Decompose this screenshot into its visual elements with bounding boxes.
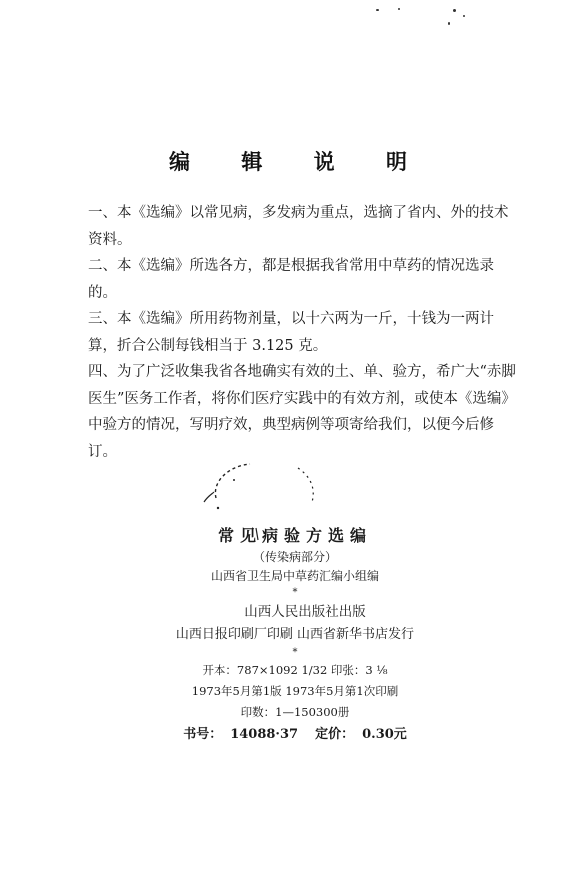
print-run-line: 印数：1—150300册 bbox=[240, 705, 350, 719]
separator-star: * bbox=[292, 587, 298, 598]
book-subtitle: （传染病部分） bbox=[252, 550, 337, 564]
scan-speck bbox=[376, 9, 379, 11]
preface-paragraph-4: 四、为了广泛收集我省各地确实有效的土、单、验方，希广大“赤脚医生”医务工作者，将你们医疗实践中的有效方剂，或使本《选编》中验方的情况，写明疗效，典型病例等项寄给我们，以便今后修订。 bbox=[88, 364, 516, 460]
page-title: 编 辑 说 明 bbox=[169, 149, 429, 174]
book-number-price-line bbox=[150, 723, 440, 747]
editor-line: 山西省卫生局中草药汇编小组编 bbox=[210, 569, 379, 583]
preface-paragraph-2: 二、本《选编》所选各方，都是根据我省常用中草药的情况选录的。 bbox=[88, 258, 494, 301]
book-number-label: 书号： bbox=[183, 727, 223, 742]
publisher-line: 山西人民出版社出版 bbox=[244, 604, 366, 620]
book-number: 14088·37 bbox=[230, 727, 299, 742]
format-line: 开本：787×1092 1/32 印张：3 ⅛ bbox=[202, 663, 388, 677]
scan-speck bbox=[453, 9, 456, 12]
colophon bbox=[150, 524, 440, 747]
printer-line: 山西日报印刷厂印刷 山西省新华书店发行 bbox=[175, 627, 415, 642]
price: 0.30元 bbox=[362, 727, 407, 742]
scan-speck bbox=[463, 15, 465, 17]
price-label: 定价： bbox=[315, 727, 355, 742]
preface-paragraph-3: 三、本《选编》所用药物剂量，以十六两为一斤，十钱为一两计算，折合公制每钱相当于 3.125 克。 bbox=[88, 311, 494, 354]
separator-star: * bbox=[292, 647, 298, 658]
scan-speck bbox=[448, 22, 450, 25]
scan-speck bbox=[398, 8, 400, 10]
edition-line: 1973年5月第1版 1973年5月第1次印刷 bbox=[191, 684, 399, 698]
preface bbox=[88, 200, 516, 465]
book-title: 常见病验方选编 bbox=[217, 526, 372, 545]
preface-paragraph-1: 一、本《选编》以常见病，多发病为重点，选摘了省内、外的技术资料。 bbox=[88, 205, 509, 248]
